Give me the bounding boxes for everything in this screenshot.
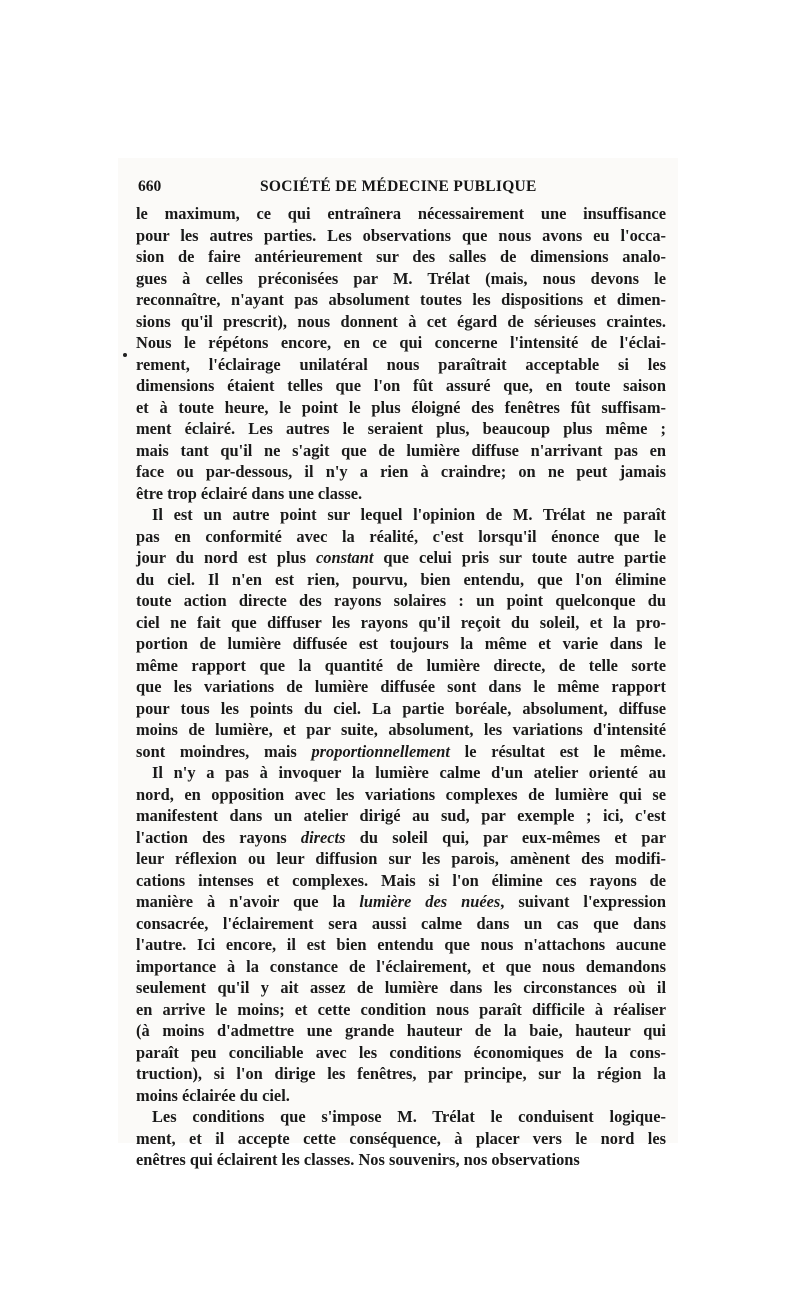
text-line bbox=[136, 1063, 666, 1085]
text-line bbox=[136, 569, 666, 591]
text-line bbox=[136, 526, 666, 548]
text-line bbox=[136, 913, 666, 935]
text-line bbox=[136, 354, 666, 376]
line-segment: leur réflexion ou leur diffusion sur les parois, amènent des modifi- bbox=[136, 849, 666, 868]
line-segment: gues à celles préconisées par M. Trélat (mais, nous devons le bbox=[136, 268, 666, 288]
line-segment: dimensions étaient telles que l'on fût assuré que, en toute saison bbox=[136, 376, 666, 395]
text-line bbox=[136, 1128, 666, 1150]
text-line bbox=[136, 246, 666, 268]
text-line bbox=[136, 676, 666, 698]
text-line bbox=[136, 461, 666, 483]
text-line bbox=[136, 203, 666, 225]
italic-emphasis: directs bbox=[300, 827, 346, 847]
running-title: SOCIÉTÉ DE MÉDECINE PUBLIQUE bbox=[260, 178, 537, 195]
line-segment: seulement qu'il y ait assez de lumière dans les circonstances où il bbox=[136, 978, 666, 997]
text-line bbox=[136, 977, 666, 999]
page-number: 660 bbox=[138, 178, 162, 195]
text-line bbox=[136, 332, 666, 354]
text-line bbox=[136, 440, 666, 462]
line-segment: Nous le répétons encore, en ce qui concerne l'intensité de l'éclai- bbox=[136, 333, 666, 352]
body-text bbox=[136, 203, 666, 1171]
line-segment: Les conditions que s'impose M. Trélat le conduisent logique- bbox=[152, 1107, 666, 1126]
line-segment: jour du nord est plus bbox=[136, 548, 317, 567]
line-segment: du ciel. Il n'en est rien, pourvu, bien entendu, que l'on élimine bbox=[136, 569, 666, 589]
line-segment: nord, en opposition avec les variations complexes de lumière qui se bbox=[136, 784, 666, 804]
text-line bbox=[136, 289, 666, 311]
text-line bbox=[136, 1020, 666, 1042]
line-segment: en arrive le moins; et cette condition nous paraît difficile à réaliser bbox=[136, 999, 666, 1019]
line-segment: importance à la constance de l'éclairement, et que nous demandons bbox=[136, 956, 666, 976]
text-line bbox=[136, 1106, 666, 1128]
line-segment: mais tant qu'il ne s'agit que de lumière diffuse n'arrivant pas en bbox=[136, 440, 666, 460]
line-segment: consacrée, l'éclairement sera aussi calme dans un cas que dans bbox=[136, 913, 666, 933]
line-segment: le résultat est le même. bbox=[449, 741, 666, 761]
text-line bbox=[136, 504, 666, 526]
line-segment: paraît peu conciliable avec les conditions économiques de la cons- bbox=[136, 1042, 666, 1062]
line-segment: moins de lumière, et par suite, absolument, les variations d'intensité bbox=[136, 720, 666, 739]
line-segment: cations intenses et complexes. Mais si l'on élimine ces rayons de bbox=[136, 870, 666, 890]
line-segment: même rapport que la quantité de lumière directe, de telle sorte bbox=[136, 655, 666, 675]
line-segment: sion de faire antérieurement sur des salles de dimensions analo- bbox=[136, 247, 666, 266]
line-segment: truction), si l'on dirige les fenêtres, par principe, sur la région la bbox=[136, 1064, 666, 1083]
text-line bbox=[136, 375, 666, 397]
text-line bbox=[136, 805, 666, 827]
line-segment: manière à n'avoir que la bbox=[136, 892, 360, 911]
text-line bbox=[136, 870, 666, 892]
text-line bbox=[136, 590, 666, 612]
line-segment: pas en conformité avec la réalité, c'est lorsqu'il énonce que le bbox=[136, 526, 666, 546]
line-segment: enêtres qui éclairent les classes. Nos souvenirs, nos observations bbox=[136, 1150, 580, 1169]
text-line bbox=[136, 956, 666, 978]
text-line bbox=[136, 612, 666, 634]
line-segment: portion de lumière diffusée est toujours la même et varie dans le bbox=[136, 634, 666, 653]
text-line bbox=[136, 1149, 666, 1171]
text-line bbox=[136, 827, 666, 849]
italic-emphasis: proportionnellement bbox=[311, 741, 450, 761]
italic-emphasis: lumière des nuées bbox=[359, 892, 501, 911]
text-line bbox=[136, 762, 666, 784]
line-segment: être trop éclairé dans une classe. bbox=[136, 483, 363, 503]
text-line bbox=[136, 225, 666, 247]
line-segment: que les variations de lumière diffusée sont dans le même rapport bbox=[136, 677, 666, 696]
text-line bbox=[136, 483, 666, 505]
line-segment: face ou par-dessous, il n'y a rien à craindre; on ne peut jamais bbox=[136, 462, 666, 481]
line-segment: reconnaître, n'ayant pas absolument toutes les dispositions et dimen- bbox=[136, 290, 666, 309]
text-line bbox=[136, 934, 666, 956]
line-segment: rement, l'éclairage unilatéral nous paraîtrait acceptable si les bbox=[136, 354, 666, 374]
line-segment: l'action des rayons bbox=[136, 827, 301, 847]
line-segment: Il est un autre point sur lequel l'opinion de M. Trélat ne paraît bbox=[152, 505, 666, 524]
text-line bbox=[136, 891, 666, 913]
line-segment: du soleil qui, par eux-mêmes et par bbox=[345, 827, 666, 847]
text-line bbox=[136, 1085, 666, 1107]
italic-emphasis: constant bbox=[316, 548, 374, 567]
line-segment: et à toute heure, le point le plus éloigné des fenêtres fût suffisam- bbox=[136, 397, 666, 417]
text-line bbox=[136, 633, 666, 655]
text-line bbox=[136, 418, 666, 440]
line-segment: pour les autres parties. Les observations que nous avons eu l'occa- bbox=[136, 225, 666, 245]
line-segment: ment éclairé. Les autres le seraient plus, beaucoup plus même ; bbox=[136, 419, 666, 438]
line-segment: toute action directe des rayons solaires : un point quelconque du bbox=[136, 591, 666, 610]
text-line bbox=[136, 547, 666, 569]
margin-mark bbox=[123, 353, 127, 357]
text-line bbox=[136, 1042, 666, 1064]
line-segment: Il n'y a pas à invoquer la lumière calme d'un atelier orienté au bbox=[152, 763, 666, 782]
line-segment: l'autre. Ici encore, il est bien entendu que nous n'attachons aucune bbox=[136, 935, 666, 954]
text-line bbox=[136, 741, 666, 763]
line-segment: ment, et il accepte cette conséquence, à placer vers le nord les bbox=[136, 1128, 666, 1148]
page-header bbox=[138, 178, 666, 200]
text-line bbox=[136, 655, 666, 677]
text-line bbox=[136, 719, 666, 741]
text-line bbox=[136, 268, 666, 290]
line-segment: moins éclairée du ciel. bbox=[136, 1085, 290, 1105]
line-segment: (à moins d'admettre une grande hauteur de la baie, hauteur qui bbox=[136, 1021, 666, 1040]
line-segment: sions qu'il prescrit), nous donnent à cet égard de sérieuses craintes. bbox=[136, 311, 666, 331]
line-segment: sont moindres, mais bbox=[136, 741, 312, 761]
text-line bbox=[136, 311, 666, 333]
line-segment: pour tous les points du ciel. La partie boréale, absolument, diffuse bbox=[136, 698, 666, 718]
text-line bbox=[136, 999, 666, 1021]
line-segment: ciel ne fait que diffuser les rayons qu'il reçoit du soleil, et la pro- bbox=[136, 612, 666, 632]
text-line bbox=[136, 848, 666, 870]
text-line bbox=[136, 784, 666, 806]
line-segment: le maximum, ce qui entraînera nécessairement une insuffisance bbox=[136, 204, 666, 223]
line-segment: manifestent dans un atelier dirigé au sud, par exemple ; ici, c'est bbox=[136, 806, 666, 825]
line-segment: que celui pris sur toute autre partie bbox=[373, 548, 666, 567]
text-line bbox=[136, 397, 666, 419]
text-line bbox=[136, 698, 666, 720]
line-segment: , suivant l'expression bbox=[500, 892, 667, 911]
